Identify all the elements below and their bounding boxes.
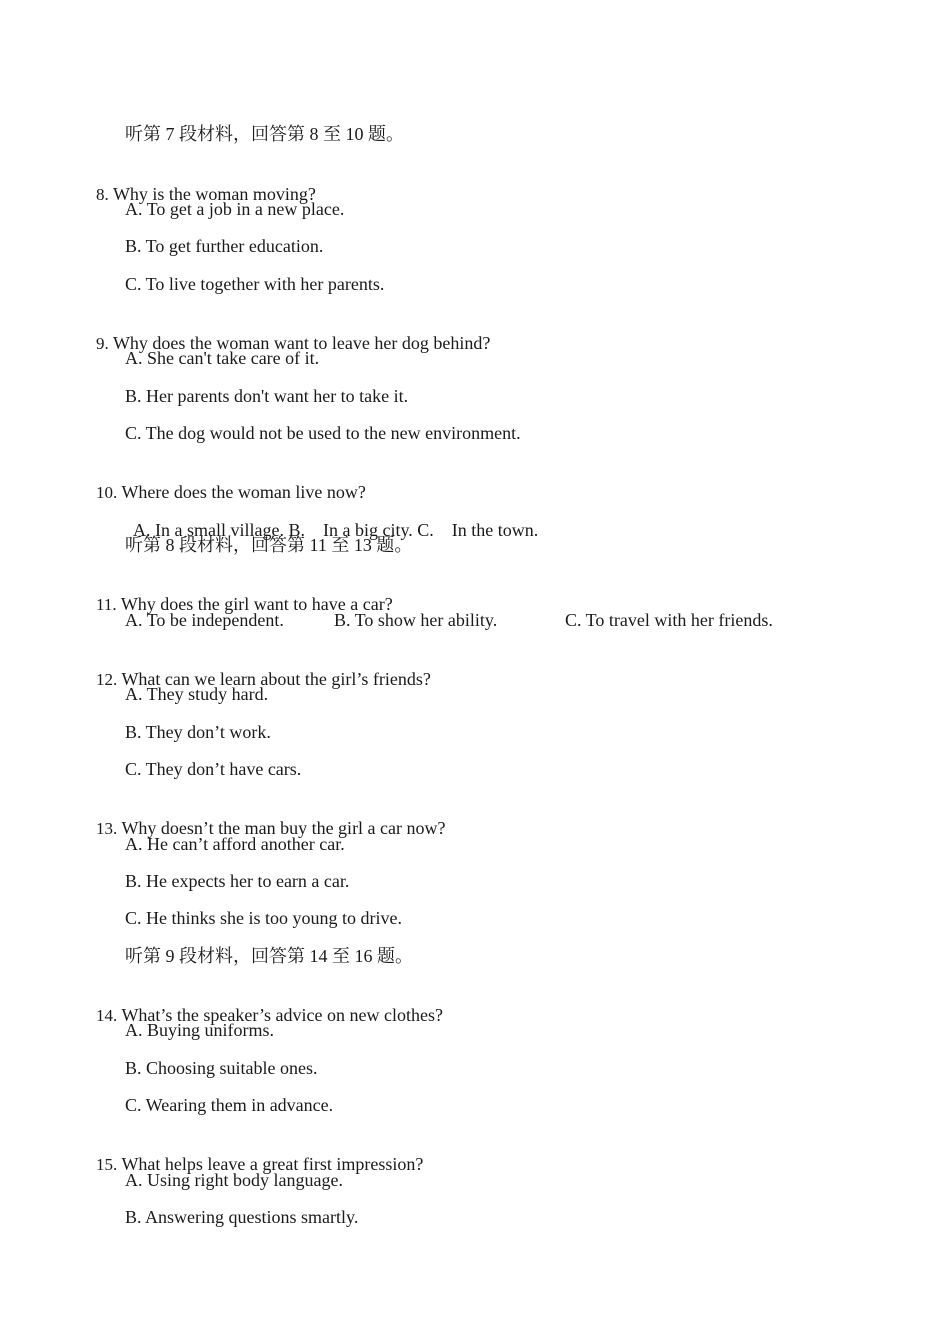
section-heading: 听第 9 段材料，回答第 14 至 16 题。 (125, 946, 413, 966)
option-a: A. Using right body language. (125, 1170, 343, 1190)
option-a: A. To be independent. (125, 610, 284, 630)
option-c: C. They don’t have cars. (125, 759, 302, 779)
question-text: Why does the girl want to have a car? (120, 594, 393, 614)
question-text: Why doesn’t the man buy the girl a car now? (121, 818, 446, 838)
section-heading: 听第 8 段材料，回答第 11 至 13 题。 (125, 535, 413, 555)
option-c: C. To travel with her friends. (565, 610, 773, 630)
option-a: A. They study hard. (125, 684, 269, 704)
option-c: C. The dog would not be used to the new environment. (125, 423, 521, 443)
option-b: B. To show her ability. (334, 610, 498, 630)
section-heading: 听第 7 段材料，回答第 8 至 10 题。 (125, 124, 404, 144)
option-b: B. To get further education. (125, 236, 324, 256)
question-number: 12. (96, 670, 118, 689)
question-number: 15. (96, 1155, 118, 1174)
option-b: B. He expects her to earn a car. (125, 871, 350, 891)
option-a: A. She can't take care of it. (125, 348, 320, 368)
option-a: A. Buying uniforms. (125, 1020, 275, 1040)
question-text: What’s the speaker’s advice on new clothes? (121, 1005, 443, 1025)
question-number: 8. (96, 185, 109, 204)
question-text: What can we learn about the girl’s friends? (121, 669, 431, 689)
option-b: B. Choosing suitable ones. (125, 1058, 318, 1078)
option-b: B. Her parents don't want her to take it. (125, 386, 409, 406)
question-number: 13. (96, 819, 118, 838)
option-a: A. In a small village. (133, 520, 284, 540)
question-number: 9. (96, 334, 109, 353)
question-number: 14. (96, 1006, 118, 1025)
question-number: 11. (96, 595, 117, 614)
option-c: C. In the town. (417, 520, 539, 540)
option-b: B. They don’t work. (125, 722, 271, 742)
question-text: Why does the woman want to leave her dog behind? (112, 333, 491, 353)
question-number: 10. (96, 483, 118, 502)
option-c: C. He thinks she is too young to drive. (125, 908, 402, 928)
option-c: C. Wearing them in advance. (125, 1095, 334, 1115)
option-b: B. Answering questions smartly. (125, 1207, 359, 1227)
question-text: Where does the woman live now? (121, 482, 366, 502)
option-a: A. To get a job in a new place. (125, 199, 345, 219)
option-b: B. In a big city. (288, 520, 413, 540)
question-text: What helps leave a great first impression? (121, 1154, 424, 1174)
question-text: Why is the woman moving? (112, 184, 316, 204)
option-c: C. To live together with her parents. (125, 274, 385, 294)
option-a: A. He can’t afford another car. (125, 834, 345, 854)
